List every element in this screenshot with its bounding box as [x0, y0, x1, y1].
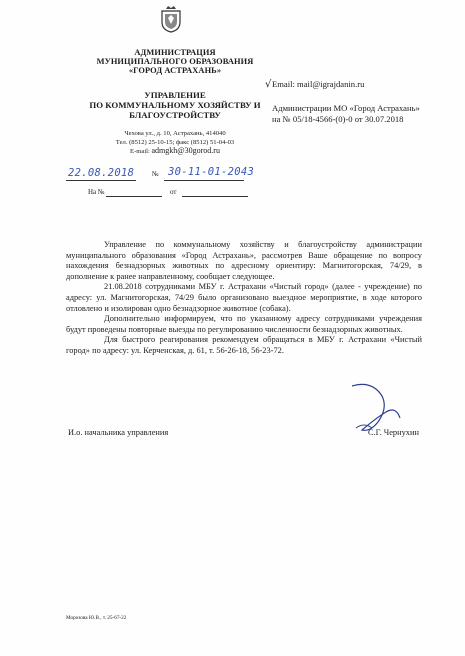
registration-number: 30-11-01-2043	[168, 166, 255, 178]
registration-date: 22.08.2018	[68, 167, 135, 179]
coat-of-arms-icon	[160, 5, 182, 33]
org-line: «ГОРОД АСТРАХАНЬ»	[128, 66, 222, 75]
check-mark-icon: √	[265, 79, 272, 90]
department-title	[70, 90, 280, 120]
email-label: E-mail:	[130, 148, 152, 156]
executor-info: Морозова Ю.В., т. 25-67-22	[66, 615, 127, 621]
body-paragraph: Для быстрого реагирования рекомендуем обращаться в МБУ г. Астрахани «Чистый город» по адресу: ул. Керченская, д. 61, т. 56-26-18, 56-23-72.	[66, 335, 422, 355]
ref-number-underline	[106, 196, 162, 197]
number-underline	[164, 180, 244, 181]
body-paragraph: Дополнительно информируем, что по указанному адресу сотрудниками учреждения будут проведены повторные выезды по регулированию численности безнадзорных животных.	[66, 314, 422, 334]
date-underline	[66, 180, 136, 181]
dept-line: БЛАГОУСТРОЙСТВУ	[129, 110, 221, 120]
phone-fax: Тел. (8512) 25-10-15; факс (8512) 51-04-03	[115, 138, 235, 146]
addressee-email: Email: mail@igrajdanin.ru	[272, 79, 365, 89]
body-paragraph: 21.08.2018 сотрудниками МБУ г. Астрахани «Чистый город» (далее - учреждение) по адресу: ул. Магнитогорская, 74/29 было организовано выездное мероприятие, в ходе которого отловлено и изолирован одно безнадзорное животное (собака).	[66, 282, 422, 313]
signatory-name: С.Г. Чернухин	[368, 428, 419, 437]
org-line: АДМИНИСТРАЦИЯ	[134, 48, 216, 57]
ref-number-label: На №	[88, 188, 105, 196]
number-sign: №	[152, 170, 159, 178]
dept-line: УПРАВЛЕНИЕ	[144, 90, 206, 100]
signatory-position: И.о. начальника управления	[68, 428, 169, 437]
addressee-line: Администрации МО «Город Астрахань»	[272, 103, 420, 113]
body-paragraph: Управление по коммунальному хозяйству и благоустройству администрации муниципального образования «Город Астрахань», рассмотрев Ваше обращение по вопросу нахождения безнадзорных животных по адресному ориентиру: Магнитогорская, 74/29, в дополнение к ранее направленному, сообщает следующее.	[66, 240, 422, 281]
address: Чехова ул., д. 10, Астрахань, 414040	[124, 130, 226, 137]
org-line: МУНИЦИПАЛЬНОГО ОБРАЗОВАНИЯ	[96, 57, 254, 66]
dept-line: ПО КОММУНАЛЬНОМУ ХОЗЯЙСТВУ И	[89, 100, 261, 110]
letter-body	[66, 240, 422, 357]
addressee-ref: на № 05/18-4566-(0)-0 от 30.07.2018	[272, 114, 404, 124]
ref-date-underline	[182, 196, 248, 197]
email-line	[80, 147, 270, 157]
email-address: admgkh@30gorod.ru	[151, 146, 220, 156]
organization-title	[70, 48, 280, 75]
contact-info	[80, 130, 270, 157]
ref-from-label: от	[170, 188, 177, 196]
